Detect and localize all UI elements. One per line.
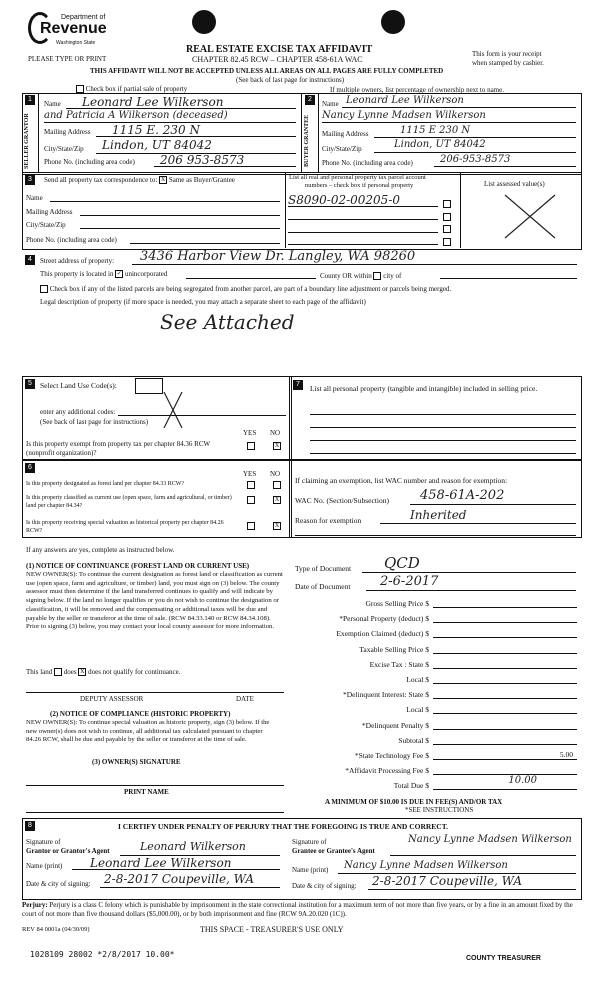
exemption-label: If claiming an exemption, list WAC number and reason for exemption: bbox=[295, 476, 508, 485]
fee-label: *Delinquent Penalty $ bbox=[361, 720, 429, 730]
seller-phone-label: Phone No. (including area code) bbox=[44, 158, 135, 166]
land-use-label: Select Land Use Code(s): bbox=[40, 381, 117, 390]
form-title: REAL ESTATE EXCISE TAX AFFIDAVIT bbox=[186, 44, 373, 55]
seller-city: Lindon, UT 84042 bbox=[102, 138, 212, 152]
parcel-checkbox-2[interactable] bbox=[443, 213, 451, 221]
current-use-yes-checkbox[interactable] bbox=[247, 496, 255, 504]
grantor-date-label: Date & city of signing: bbox=[26, 880, 91, 888]
doc-type-label: Type of Document bbox=[295, 564, 352, 573]
owner-signature-label: (3) OWNER(S) SIGNATURE bbox=[92, 758, 181, 766]
reason-value: Inherited bbox=[410, 508, 467, 522]
see-back-instructions: (See back of last page for instructions) bbox=[236, 76, 345, 84]
grantor-sig-label1: Signature of bbox=[26, 838, 61, 846]
fee-row bbox=[295, 596, 577, 611]
punch-hole-right bbox=[381, 10, 405, 34]
see-instructions: *SEE INSTRUCTIONS bbox=[405, 806, 474, 814]
fees-table bbox=[295, 596, 577, 793]
fee-label: Subtotal $ bbox=[398, 735, 429, 745]
fee-row bbox=[295, 657, 577, 672]
fee-row bbox=[295, 702, 577, 717]
legal-description-label: Legal description of property (if more space is needed, you may attach a separate sheet to each page of the affidavit) bbox=[40, 298, 366, 306]
form-chapter: CHAPTER 82.45 RCW – CHAPTER 458-61A WAC bbox=[192, 55, 363, 64]
punch-hole-left bbox=[192, 10, 216, 34]
fee-value: 5.00 bbox=[559, 749, 573, 759]
section3-city-label: City/State/Zip bbox=[26, 221, 66, 229]
section3-mailing-label: Mailing Address bbox=[26, 208, 73, 216]
if-yes-note: If any answers are yes, complete as instructed below. bbox=[26, 546, 175, 554]
buyer-mailing: 1115 E 230 N bbox=[400, 125, 471, 136]
fee-value: 10.00 bbox=[508, 775, 537, 787]
street-label: Street address of property: bbox=[40, 257, 115, 265]
receipt-stamp: 1028109 28002 *2/8/2017 10.00* bbox=[30, 950, 175, 959]
fee-row bbox=[295, 611, 577, 626]
revenue-logo: Department of Revenue Washington State bbox=[28, 10, 98, 50]
land-use-cross-out bbox=[160, 390, 186, 430]
grantee-sig-label2: Grantee or Grantee's Agent bbox=[292, 847, 375, 855]
additional-codes-label: enter any additional codes: bbox=[40, 408, 116, 416]
parcel-number: S8090-02-00205-0 bbox=[288, 193, 401, 207]
same-as-buyer-checkbox[interactable]: X bbox=[160, 177, 166, 184]
fee-label: *State Technology Fee $ bbox=[354, 750, 429, 760]
segregated-row: Check box if any of the listed parcels are being segregated from another parcel, are part of a boundary line adjustment or parcels being merged. bbox=[40, 285, 451, 293]
buyer-city-label: City/State/Zip bbox=[322, 145, 362, 153]
fee-label: *Affidavit Processing Fee $ bbox=[345, 766, 429, 776]
receipt-line2: when stamped by cashier. bbox=[472, 59, 544, 67]
doc-date-label: Date of Document bbox=[295, 582, 351, 591]
section-1-number: 1 bbox=[25, 95, 35, 105]
seller-name-line1: Leonard Lee Wilkerson bbox=[82, 95, 224, 109]
fee-row bbox=[295, 642, 577, 657]
grantee-date-label: Date & city of signing: bbox=[292, 882, 357, 890]
fee-row bbox=[295, 626, 577, 641]
section-5-number: 5 bbox=[25, 379, 35, 389]
fee-row bbox=[295, 733, 577, 748]
fee-label: Total Due $ bbox=[393, 781, 429, 791]
section-2-number: 2 bbox=[305, 95, 315, 105]
section-3-number: 3 bbox=[25, 175, 35, 185]
land-qualify-row: This land does X does not qualify for continuance. bbox=[26, 668, 181, 676]
parcel-checkbox-3[interactable] bbox=[443, 225, 451, 233]
parcel-header-1: List all real and personal property tax parcel account bbox=[289, 174, 426, 181]
forest-no-checkbox[interactable] bbox=[273, 481, 281, 489]
certify-statement: I CERTIFY UNDER PENALTY OF PERJURY THAT THE FOREGOING IS TRUE AND CORRECT. bbox=[118, 822, 449, 831]
buyer-name-label: Name bbox=[322, 100, 339, 108]
reason-label: Reason for exemption bbox=[295, 516, 362, 525]
section5-no-header: NO bbox=[270, 429, 281, 437]
street-address: 3436 Harbor View Dr. Langley, WA 98260 bbox=[140, 249, 416, 264]
section-8-number: 8 bbox=[25, 821, 35, 831]
fee-row bbox=[295, 748, 577, 763]
form-warning: THIS AFFIDAVIT WILL NOT BE ACCEPTED UNLESS ALL AREAS ON ALL PAGES ARE FULLY COMPLETED bbox=[90, 67, 444, 75]
county-within-row: County OR within city of bbox=[320, 272, 402, 280]
section3-name-label: Name bbox=[26, 194, 43, 202]
print-name-label: PRINT NAME bbox=[124, 788, 169, 796]
does-not-qualify-checkbox[interactable]: X bbox=[80, 669, 85, 676]
buyer-name-line1: Leonard Lee Wilkerson bbox=[346, 95, 464, 106]
grantor-signature: Leonard Wilkerson bbox=[140, 840, 246, 853]
continuance-title: (1) NOTICE OF CONTINUANCE (FOREST LAND OR CURRENT USE) bbox=[26, 562, 250, 570]
seller-grantor-label: SELLER GRANTOR bbox=[24, 113, 30, 169]
current-use-no-checkbox[interactable]: X bbox=[274, 497, 280, 503]
assessed-cross-out bbox=[500, 192, 560, 242]
seller-city-label: City/State/Zip bbox=[44, 145, 84, 153]
grantee-date-city: 2-8-2017 Coupeville, WA bbox=[372, 874, 523, 888]
wac-label: WAC No. (Section/Subsection) bbox=[295, 496, 389, 505]
section-4-number: 4 bbox=[25, 255, 35, 265]
continuance-text: NEW OWNER(S): To continue the current designation as forest land or classification as current use (open space, farm and agriculture, or timber) land, you must sign on (3) below. The county assessor must then determine if the land transferred continues to qualify and will indicate by signing below. If the land no longer qualifies or you do not wish to continue the designation or classification, it will be removed and the compensating or additional taxes will be due and payable by the seller or transferor at the time of sale. (RCW 84.33.140 or RCW 84.34.108). Prior to signing (3) below, you may contact your local county assessor for more information. bbox=[26, 571, 283, 631]
date-label: DATE bbox=[236, 695, 254, 703]
forest-land-question: Is this property designated as forest land per chapter 84.33 RCW? bbox=[26, 481, 185, 487]
within-city-checkbox[interactable] bbox=[373, 272, 381, 280]
forest-yes-checkbox[interactable] bbox=[247, 481, 255, 489]
parcel-header-2: numbers – check box if personal property bbox=[305, 182, 414, 189]
parcel-checkbox-4[interactable] bbox=[443, 238, 451, 246]
legal-description: See Attached bbox=[160, 310, 295, 334]
fee-row bbox=[295, 718, 577, 733]
historical-question: Is this property receiving special valuation as historical property per chapter 84.26 RCW? bbox=[26, 520, 224, 534]
buyer-phone-label: Phone No. (including area code) bbox=[322, 159, 413, 167]
buyer-city: Lindon, UT 84042 bbox=[394, 139, 486, 150]
fee-label: Taxable Selling Price $ bbox=[359, 644, 429, 654]
seller-phone: 206 953-8573 bbox=[160, 153, 245, 167]
located-row: This property is located in ✓ unincorporated bbox=[40, 270, 168, 278]
section3-phone-label: Phone No. (including area code) bbox=[26, 236, 117, 244]
parcel-checkboxes bbox=[443, 198, 451, 248]
fee-label: Gross Selling Price $ bbox=[365, 599, 429, 608]
parcel-checkbox-1[interactable] bbox=[443, 200, 451, 208]
section5-yes-header: YES bbox=[243, 429, 257, 437]
land-use-code-box[interactable] bbox=[135, 378, 163, 394]
buyer-mailing-label: Mailing Address bbox=[322, 130, 369, 138]
deputy-assessor-label: DEPUTY ASSESSOR bbox=[80, 695, 144, 703]
fee-label: *Personal Property (deduct) $ bbox=[339, 614, 429, 624]
section6-no-header: NO bbox=[270, 470, 281, 478]
buyer-name-line2: Nancy Lynne Madsen Wilkerson bbox=[322, 110, 486, 121]
seller-name-line2: and Patricia A Wilkerson (deceased) bbox=[44, 110, 228, 121]
section-6-number: 6 bbox=[25, 463, 35, 473]
grantor-date-city: 2-8-2017 Coupeville, WA bbox=[104, 872, 255, 886]
fee-label: *Delinquent Interest: State $ bbox=[342, 690, 429, 700]
receipt-line1: This form is your receipt bbox=[472, 50, 542, 58]
fee-label: Exemption Claimed (deduct) $ bbox=[336, 629, 429, 639]
section6-yes-header: YES bbox=[243, 470, 257, 478]
current-use-question: Is this property classified as current use (open space, farm and agricultural, or timber) land per chapter 84.34? bbox=[26, 495, 232, 509]
fee-label: Local $ bbox=[406, 674, 429, 684]
type-or-print: PLEASE TYPE OR PRINT bbox=[28, 55, 107, 63]
rev-number: REV 84 0001a (04/30/09) bbox=[22, 926, 90, 933]
exempt-question: Is this property exempt from property tax per chapter 84.36 RCW (nonprofit organization)? bbox=[26, 440, 210, 457]
grantor-print-label: Name (print) bbox=[26, 862, 63, 870]
grantor-sig-label2: Grantor or Grantor's Agent bbox=[26, 847, 110, 855]
perjury-notice: Perjury: Perjury is a class C felony which is punishable by imprisonment in the state correctional institution for a maximum term of not more than five years, or by a fine in an amount fixed by the court of not more than five thousand dollars ($5,000.00), or by both imprisonment and fine (RCW 9A.20.020 (1C)). bbox=[22, 901, 573, 918]
seller-mailing: 1115 E. 230 N bbox=[112, 123, 200, 137]
unincorporated-checkbox[interactable]: ✓ bbox=[116, 271, 122, 278]
buyer-phone: 206-953-8573 bbox=[440, 154, 511, 165]
exempt-no-checkbox[interactable]: X bbox=[274, 443, 280, 449]
doc-date-value: 2-6-2017 bbox=[380, 574, 439, 589]
buyer-grantee-label: BUYER GRANTEE bbox=[304, 114, 310, 168]
does-qualify-checkbox[interactable] bbox=[54, 668, 62, 676]
treasurer-space: THIS SPACE - TREASURER'S USE ONLY bbox=[200, 925, 344, 934]
county-treasurer: COUNTY TREASURER bbox=[466, 955, 541, 962]
fee-row bbox=[295, 672, 577, 687]
exempt-yes-checkbox[interactable] bbox=[247, 442, 255, 450]
seller-name-label: Name bbox=[44, 100, 61, 108]
grantor-print-name: Leonard Lee Wilkerson bbox=[90, 856, 232, 870]
seller-mailing-label: Mailing Address bbox=[44, 128, 91, 136]
section-7-number: 7 bbox=[293, 380, 303, 390]
partial-sale-row[interactable]: Check box if partial sale of property bbox=[76, 85, 187, 93]
personal-property-label: List all personal property (tangible and intangible) included in selling price. bbox=[310, 384, 538, 393]
assessed-header: List assessed value(s) bbox=[484, 180, 545, 188]
historical-yes-checkbox[interactable] bbox=[247, 522, 255, 530]
fee-label: Excise Tax : State $ bbox=[369, 659, 429, 669]
fee-row bbox=[295, 775, 577, 793]
grantee-sig-label1: Signature of bbox=[292, 838, 327, 846]
grantee-signature: Nancy Lynne Madsen Wilkerson bbox=[408, 834, 572, 845]
historical-no-checkbox[interactable]: X bbox=[274, 523, 280, 529]
fee-row bbox=[295, 687, 577, 702]
grantee-print-label: Name (print) bbox=[292, 866, 329, 874]
fee-label: Local $ bbox=[406, 705, 429, 715]
compliance-text: NEW OWNER(S): To continue special valuation as historic property, sign (3) below. If the new owner(s) does not wish to continue, all additional tax calculated pursuant to chapter 84.26 RCW, shall be due and payable by the seller or transferor at the time of sale. bbox=[26, 719, 270, 743]
wac-number: 458-61A-202 bbox=[420, 488, 505, 503]
doc-type-value: QCD bbox=[384, 554, 420, 572]
compliance-title: (2) NOTICE OF COMPLIANCE (HISTORIC PROPERTY) bbox=[50, 710, 231, 718]
multiple-owners-note: If multiple owners, list percentage of ownership next to name. bbox=[330, 86, 504, 94]
grantee-print-name: Nancy Lynne Madsen Wilkerson bbox=[344, 860, 508, 871]
segregated-checkbox[interactable] bbox=[40, 285, 48, 293]
send-correspondence-row: Send all property tax correspondence to: X Same as Buyer/Grantee bbox=[44, 176, 235, 184]
section5-see-back: (See back of last page for instructions) bbox=[40, 418, 149, 426]
minimum-due: A MINIMUM OF $10.00 IS DUE IN FEE(S) AND/OR TAX bbox=[325, 798, 503, 806]
